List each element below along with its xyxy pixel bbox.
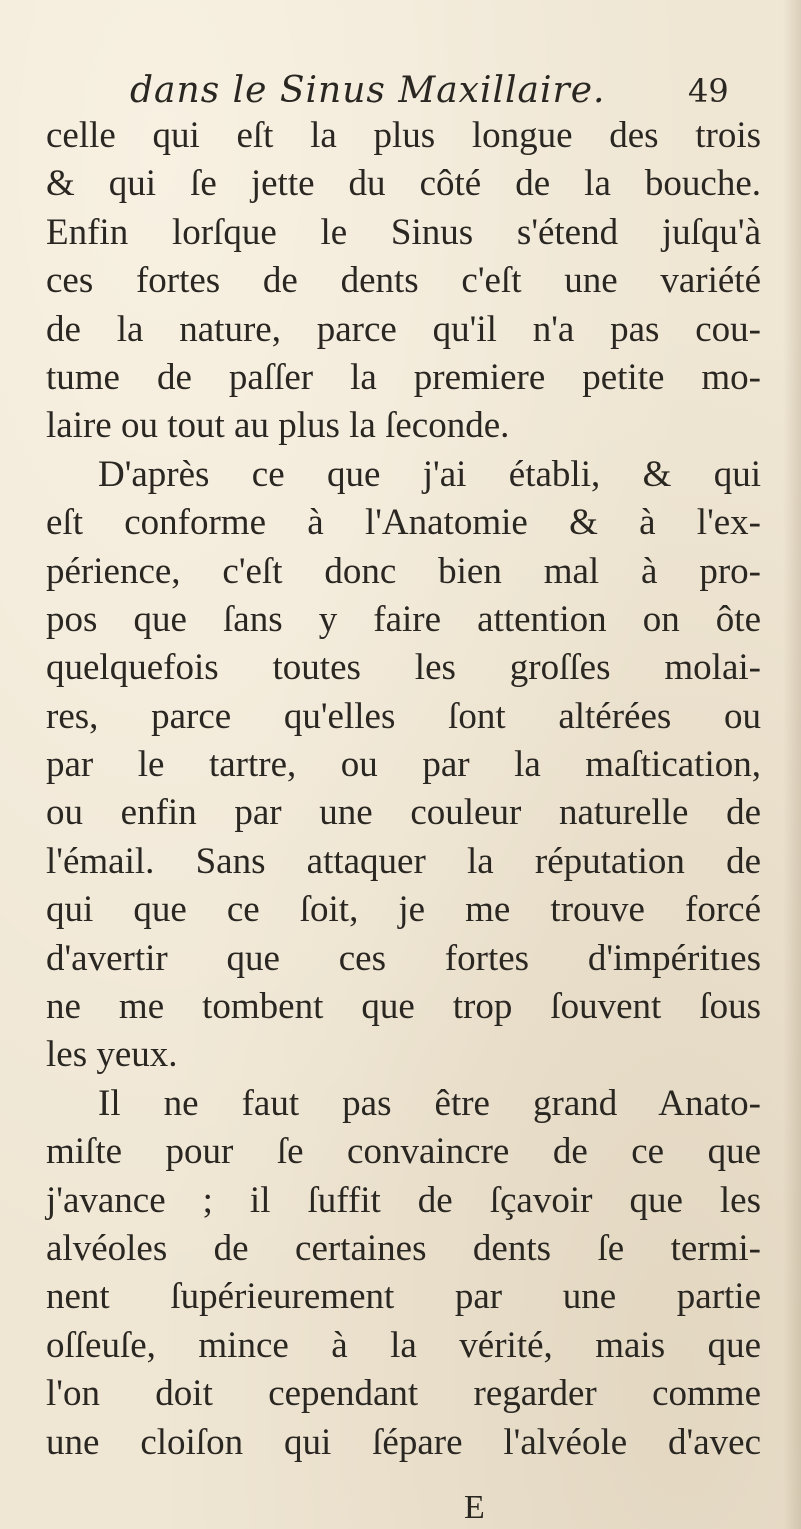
text-line: D'après ce que j'ai établi, & qui — [98, 453, 761, 495]
text-line: ne me tombent que trop ſouvent ſous — [46, 986, 761, 1028]
text-line: l'émail. Sans attaquer la réputation de — [46, 840, 761, 882]
text-line: ou enfin par une couleur naturelle de — [46, 792, 761, 834]
text-line: j'avance ; il ſuffit de ſçavoir que les — [46, 1179, 761, 1221]
text-line: alvéoles de certaines dents ſe termi- — [46, 1227, 761, 1269]
text-line: tume de paſſer la premiere petite mo- — [46, 356, 761, 398]
text-line: qui que ce ſoit, je me trouve forcé — [46, 889, 761, 931]
text-line: ces fortes de dents c'eſt une variété — [46, 260, 761, 302]
text-line: Il ne faut pas être grand Anato- — [98, 1082, 761, 1124]
text-line: laire ou tout au plus la ſeconde. — [46, 405, 510, 447]
page-edge-shadow — [783, 0, 801, 1529]
page-number: 49 — [688, 72, 729, 110]
text-line: oſſeuſe, mince à la vérité, mais que — [46, 1324, 761, 1366]
running-title: dans le Sinus Maxillaire. — [130, 70, 606, 111]
text-line: res, parce qu'elles ſont altérées ou — [46, 695, 761, 737]
text-line: périence, c'eſt donc bien mal à pro- — [46, 550, 761, 592]
body-text — [46, 112, 761, 1467]
text-line: une cloiſon qui ſépare l'alvéole d'avec — [46, 1421, 761, 1463]
text-line: & qui ſe jette du côté de la bouche. — [46, 163, 761, 205]
text-line: quelquefois toutes les groſſes molai- — [46, 647, 761, 689]
text-line: eſt conforme à l'Anatomie & à l'ex- — [46, 502, 761, 544]
text-line: miſte pour ſe convaincre de ce que — [46, 1131, 761, 1173]
text-line: par le tartre, ou par la maſtication, — [46, 744, 761, 786]
text-line: Enfin lorſque le Sinus s'étend juſqu'à — [46, 211, 761, 253]
text-line: pos que ſans y faire attention on ôte — [46, 598, 761, 640]
text-line: l'on doit cependant regarder comme — [46, 1373, 761, 1415]
text-line: d'avertir que ces fortes d'impéritıes — [46, 937, 761, 979]
signature-mark: E — [464, 1489, 485, 1526]
text-line: de la nature, parce qu'il n'a pas cou- — [46, 308, 761, 350]
text-line: celle qui eſt la plus longue des trois — [46, 115, 761, 156]
running-head — [0, 66, 801, 116]
text-line: nent ſupérieurement par une partie — [46, 1276, 761, 1318]
text-line: les yeux. — [46, 1034, 178, 1076]
